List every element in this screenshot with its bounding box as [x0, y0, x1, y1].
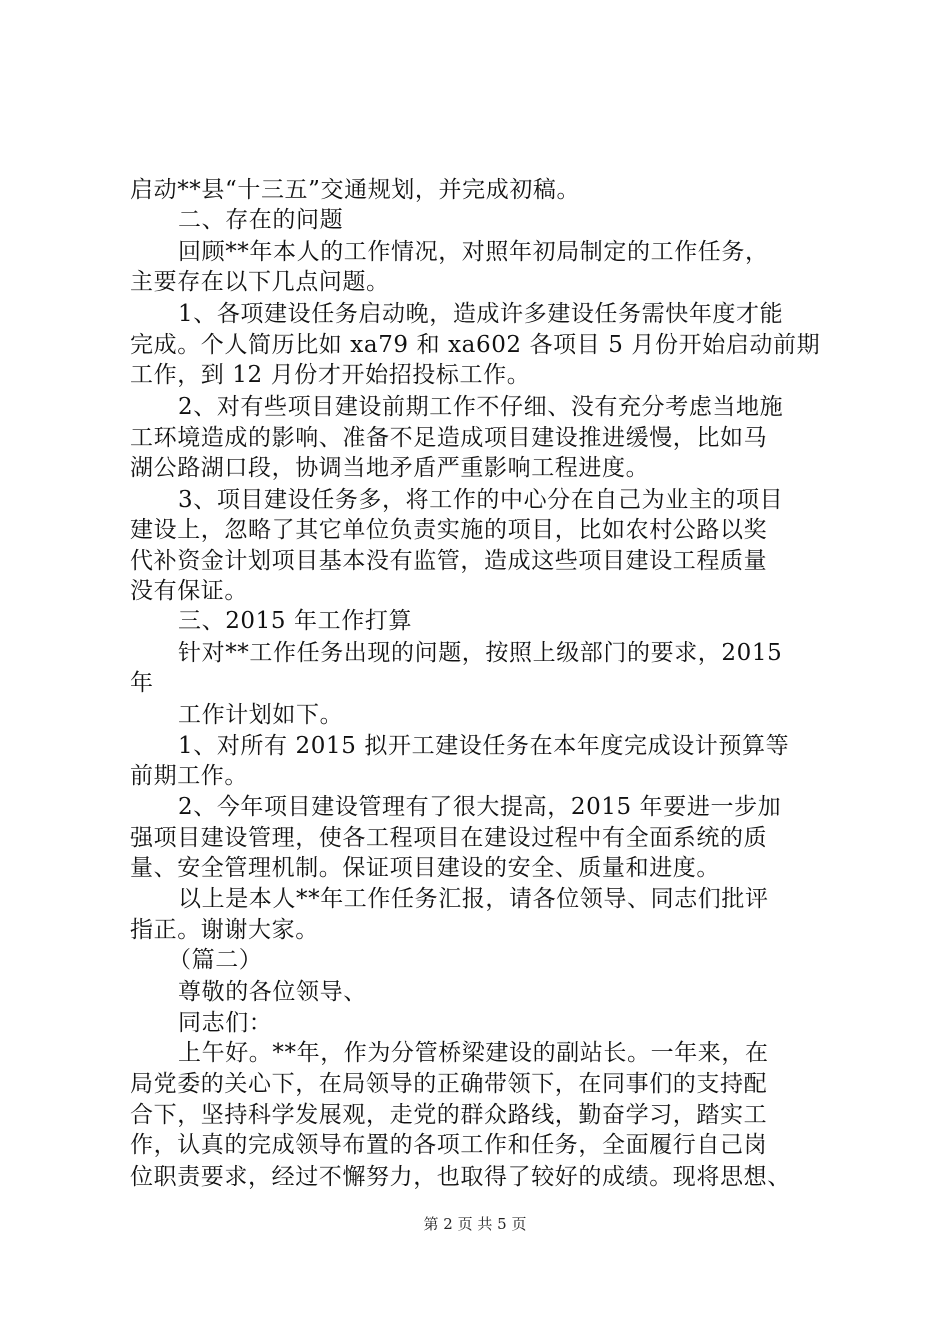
- body-line: 启动**县“十三五”交通规划，并完成初稿。: [130, 177, 581, 203]
- body-line: 尊敬的各位领导、: [178, 979, 367, 1005]
- body-line: 作，认真的完成领导布置的各项工作和任务，全面履行自己岗: [130, 1132, 768, 1158]
- body-line: 工作，到 12 月份才开始招投标工作。: [130, 362, 531, 388]
- body-line: 局党委的关心下，在局领导的正确带领下，在同事们的支持配: [130, 1071, 768, 1097]
- body-line: 1、各项建设任务启动晚，造成许多建设任务需快年度才能: [178, 301, 784, 327]
- body-line: 湖公路湖口段，协调当地矛盾严重影响工程进度。: [130, 455, 650, 481]
- section-heading: 三、2015 年工作打算: [178, 608, 413, 634]
- body-line: 没有保证。: [130, 578, 248, 604]
- body-line: 3、项目建设任务多，将工作的中心分在自己为业主的项目: [178, 487, 784, 513]
- body-line: 2、今年项目建设管理有了很大提高，2015 年要进一步加: [178, 794, 782, 820]
- body-line: 工作计划如下。: [178, 702, 344, 728]
- page-footer: 第 2 页 共 5 页: [423, 1215, 527, 1233]
- body-line: 1、对所有 2015 拟开工建设任务在本年度完成设计预算等: [178, 733, 790, 759]
- body-line: 强项目建设管理，使各工程项目在建设过程中有全面系统的质: [130, 825, 768, 851]
- body-line: 以上是本人**年工作任务汇报，请各位领导、同志们批评: [178, 886, 769, 912]
- body-line: 上午好。**年，作为分管桥梁建设的副站长。一年来，在: [178, 1040, 769, 1066]
- body-line: 前期工作。: [130, 763, 248, 789]
- body-line: 合下，坚持科学发展观，走党的群众路线，勤奋学习，踏实工: [130, 1102, 768, 1128]
- body-line: 完成。个人简历比如 xa79 和 xa602 各项目 5 月份开始启动前期: [130, 332, 821, 358]
- body-line: 量、安全管理机制。保证项目建设的安全、质量和进度。: [130, 855, 720, 881]
- section-heading: （篇二）: [168, 947, 263, 973]
- body-line: 针对**工作任务出现的问题，按照上级部门的要求，2015: [178, 640, 783, 666]
- body-line: 位职责要求，经过不懈努力，也取得了较好的成绩。现将思想、: [130, 1164, 791, 1190]
- body-line: 指正。谢谢大家。: [130, 917, 319, 943]
- body-line: 年: [130, 670, 154, 696]
- body-line: 主要存在以下几点问题。: [130, 269, 390, 295]
- body-line: 代补资金计划项目基本没有监管，造成这些项目建设工程质量: [130, 548, 768, 574]
- body-line: 回顾**年本人的工作情况，对照年初局制定的工作任务，: [178, 239, 769, 265]
- body-line: 同志们：: [178, 1010, 273, 1036]
- body-line: 工环境造成的影响、准备不足造成项目建设推进缓慢，比如马: [130, 425, 768, 451]
- section-heading: 二、存在的问题: [178, 207, 344, 233]
- body-line: 2、对有些项目建设前期工作不仔细、没有充分考虑当地施: [178, 394, 784, 420]
- body-line: 建设上，忽略了其它单位负责实施的项目，比如农村公路以奖: [130, 517, 768, 543]
